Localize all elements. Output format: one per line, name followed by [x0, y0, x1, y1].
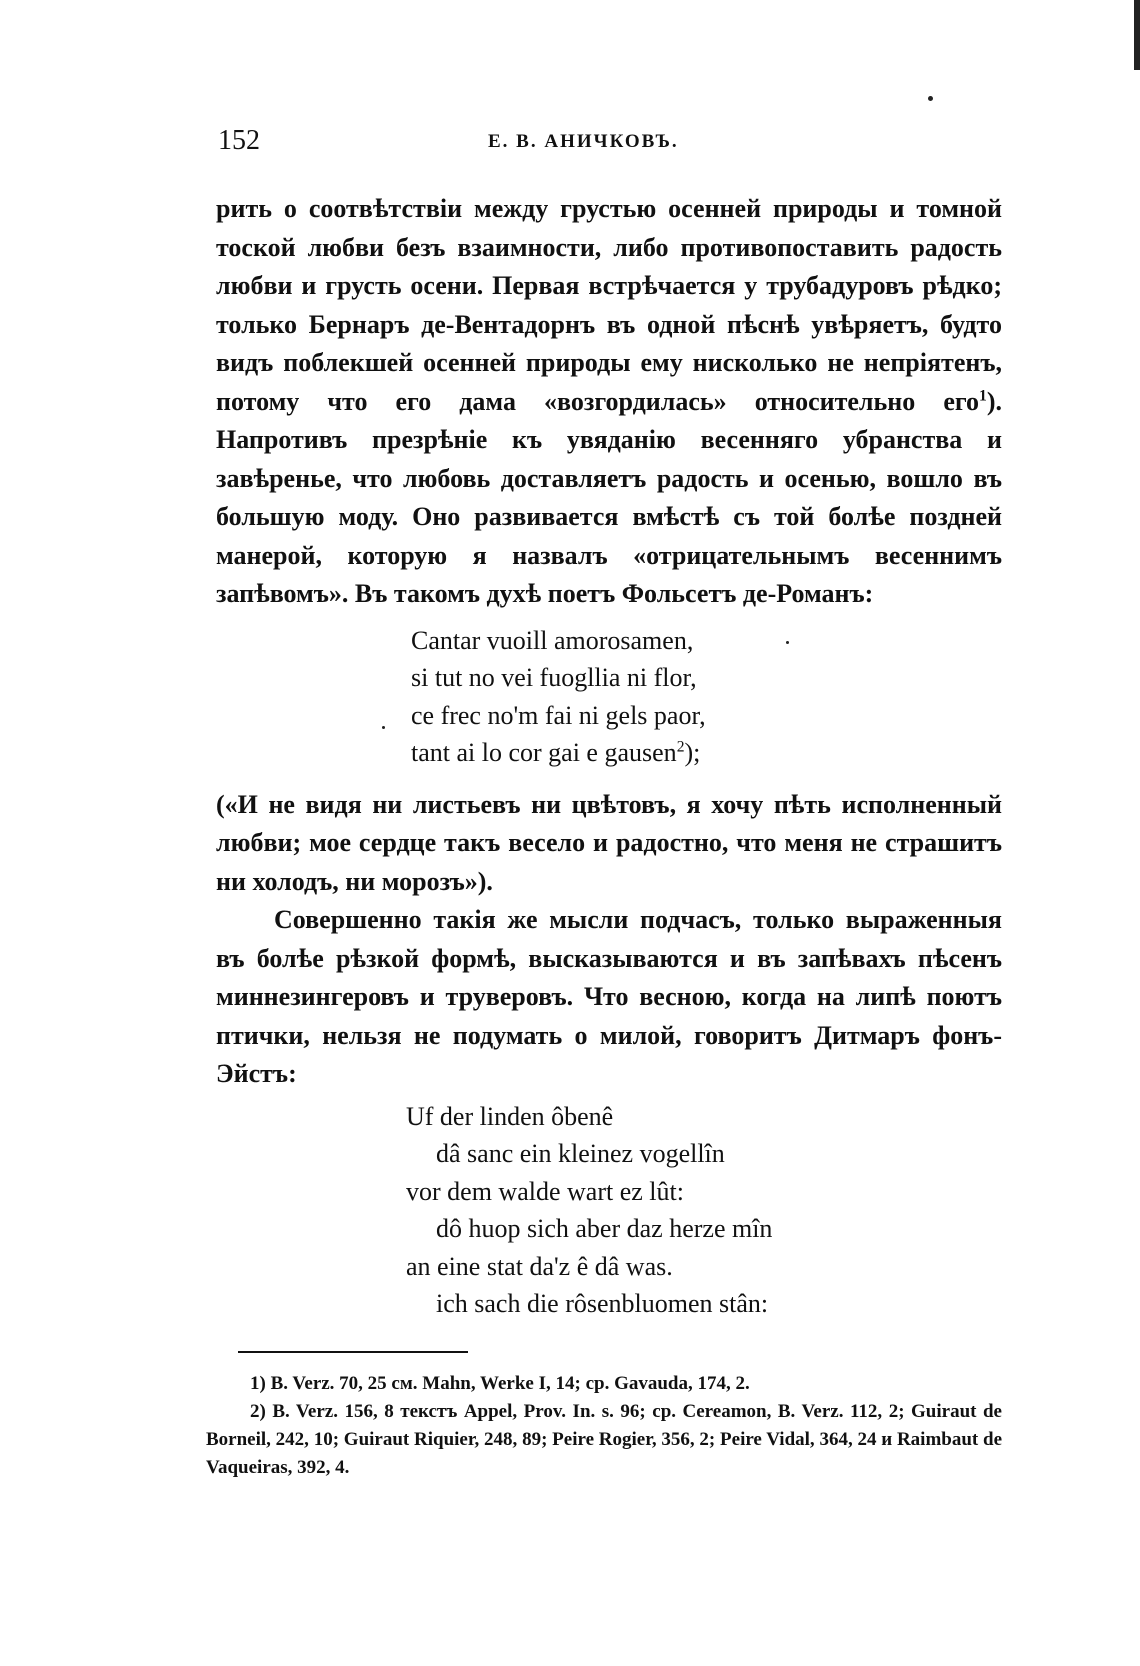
verse-line: an eine stat da'z ê dâ was.	[406, 1251, 673, 1281]
paragraph-2: Совершенно такія же мысли подчасъ, только выраженныя въ болѣе рѣзкой формѣ, высказываются и въ запѣвахъ пѣсенъ миннезингеровъ и труверовъ. Что весною, когда на липѣ поютъ птички, нельзя не подумать о милой, говоритъ Дитмаръ фонъ-Эйстъ:	[216, 905, 1002, 1088]
scan-edge-mark	[1134, 0, 1140, 70]
body-text	[216, 190, 1002, 1323]
scan-speck	[928, 96, 933, 101]
paragraph-1-text-b: ). Напротивъ презрѣніе къ увяданію весенняго убранства и завѣренье, что любовь доставляетъ радость и осенью, вошло въ большую моду. Оно развивается вмѣстѣ съ той болѣе поздней манерой, которую я назвалъ «отрицательнымъ весеннимъ запѣвомъ». Въ такомъ духѣ поетъ Фольсетъ де-Романъ:	[216, 386, 1002, 608]
footnote-1: 1) B. Verz. 70, 25 см. Mahn, Werke I, 14; ср. Gavauda, 174, 2.	[250, 1373, 750, 1394]
verse-line: si tut no vei fuogllia ni flor,	[411, 663, 697, 692]
footnote-rule	[238, 1351, 468, 1353]
verse-line: dô huop sich aber daz herze mîn	[436, 1214, 773, 1243]
verse-line: vor dem walde wart ez lût:	[406, 1176, 684, 1206]
verse-line: Uf der linden ôbenê	[406, 1101, 614, 1131]
verse-line	[411, 734, 1002, 772]
footnote-ref-1: 1	[979, 386, 987, 404]
paragraph-1-text-a: рить о соотвѣтствіи между грустью осенней природы и томной тоской любви безъ взаимности, либо противопоставить радость любви и грусть осени. Первая встрѣчается у трубадуровъ рѣдко; только Бернаръ де-Вентадорнъ въ одной пѣснѣ увѣряетъ, будто видъ поблекшей осенней природы ему нисколько не непріятенъ, потому что его дама «возгордилась» относительно его	[216, 194, 1002, 416]
verse-provencal	[411, 622, 1002, 772]
page-number: 152	[218, 125, 260, 156]
verse-line-tail: );	[684, 738, 701, 767]
verse-line-text: tant ai lo cor gai e gausen	[411, 738, 677, 767]
page-header	[218, 125, 998, 165]
translation-paragraph: («И не видя ни листьевъ ни цвѣтовъ, я хочу пѣть исполненный любви; мое сердце такъ весело и радостно, что меня не страшитъ ни холодъ, ни морозъ»).	[216, 789, 1002, 896]
footnotes	[206, 1370, 1002, 1482]
verse-line: ich sach die rôsenbluomen stân:	[436, 1289, 769, 1318]
footnote-ref-2: 2	[676, 738, 685, 756]
verse-line: dâ sanc ein kleinez vogellîn	[436, 1139, 725, 1168]
running-head: Е. В. АНИЧКОВЪ.	[488, 131, 679, 152]
verse-german	[406, 1098, 1002, 1323]
paragraph-1	[216, 190, 1002, 614]
footnote-2: 2) B. Verz. 156, 8 текстъ Appel, Prov. In. s. 96; ср. Cereamon, B. Verz. 112, 2; Guiraut de Borneil, 242, 10; Guiraut Riquier, 248, 89; Peire Rogier, 356, 2; Peire Vidal, 364, 24 и Raimbaut de Vaqueiras, 392, 4.	[206, 1401, 1002, 1478]
verse-line: Cantar vuoill amorosamen,	[411, 625, 694, 655]
verse-line: ce frec no'm fai ni gels paor,	[411, 700, 706, 730]
